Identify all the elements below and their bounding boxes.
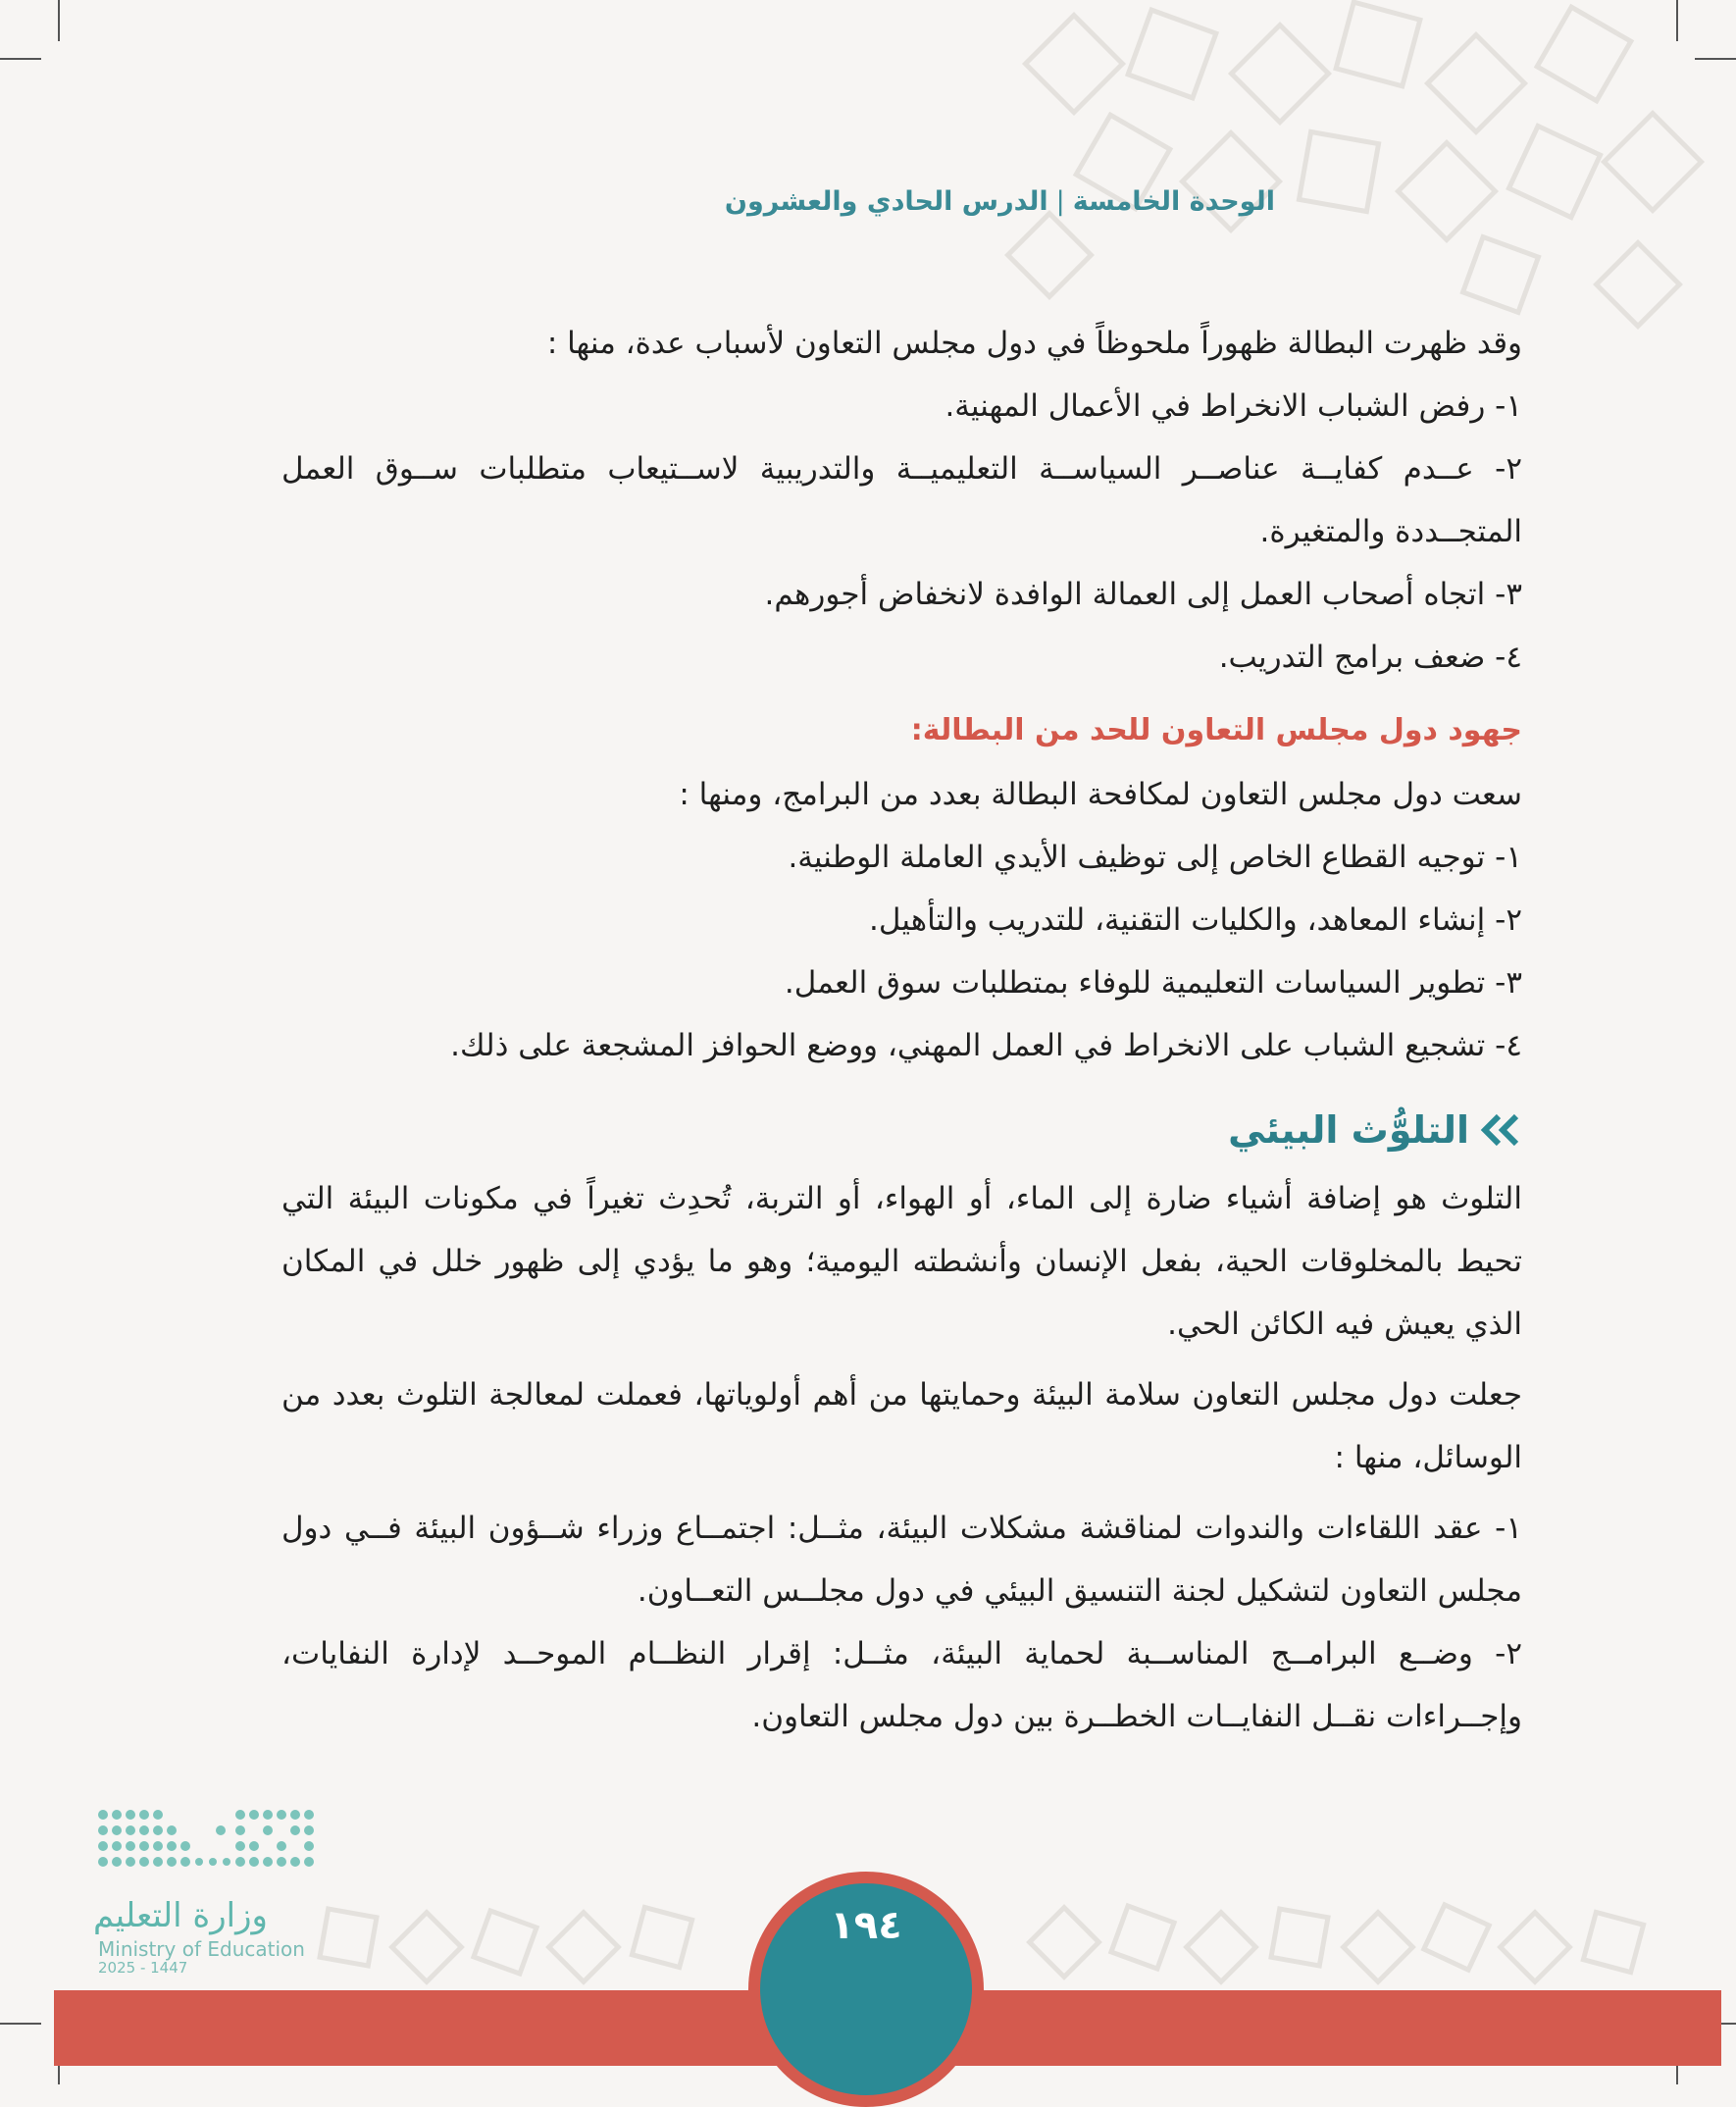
efforts-intro: سعت دول مجلس التعاون لمكافحة البطالة بعدد من البرامج، ومنها : (679, 777, 1522, 812)
pollution-heading-text: التلوُّث البيئي (1228, 1108, 1469, 1152)
logo-year-text: 2025 - 1447 (98, 1959, 188, 1977)
main-content (281, 312, 1522, 1748)
page-number: ١٩٤ (830, 1903, 902, 1948)
logo-english-text: Ministry of Education (98, 1937, 305, 1961)
header-separator: | (1055, 186, 1065, 217)
cause-item: ٤- ضعف برامج التدريب. (1218, 640, 1522, 675)
cause-item: ٣- اتجاه أصحاب العمل إلى العمالة الوافدة لانخفاض أجورهم. (764, 577, 1522, 612)
header-lesson: الدرس الحادي والعشرون (724, 186, 1048, 217)
effort-item: ٤- تشجيع الشباب على الانخراط في العمل المهني، ووضع الحوافز المشجعة على ذلك. (450, 1028, 1522, 1063)
pollution-means-item: ٢- وضــع البرامــج المناســبة لحماية البيئة، مثــل: إقرار النظــام الموحــد لإدارة النفايات، وإجــراءات نقــل النفايــات الخطــرة بين دول مجلس التعاون. (281, 1636, 1522, 1734)
effort-item: ٢- إنشاء المعاهد، والكليات التقنية، للتدريب والتأهيل. (869, 902, 1522, 938)
efforts-heading: جهود دول مجلس التعاون للحد من البطالة: (910, 713, 1522, 747)
unemployment-intro: وقد ظهرت البطالة ظهوراً ملحوظاً في دول مجلس التعاون لأسباب عدة، منها : (546, 326, 1522, 361)
pollution-definition: التلوث هو إضافة أشياء ضارة إلى الماء، أو الهواء، أو التربة، تُحدِث تغيراً في مكونات البيئة التي تحيط بالمخلوقات الحية، بفعل الإنسان وأنشطته اليومية؛ وهو ما يؤدي إلى ظهور خلل في المكان الذي يعيش فيه الكائن الحي. (281, 1181, 1522, 1342)
logo-arabic-text: وزارة التعليم (93, 1896, 268, 1935)
ministry-logo-icon (93, 1805, 319, 1893)
cause-item: ٢- عــدم كفايــة عناصــر السياســة التعليميــة والتدريبية لاســتيعاب متطلبات ســوق العمل المتجــددة والمتغيرة. (281, 451, 1522, 549)
page-header (725, 186, 1275, 217)
pollution-means-item: ١- عقد اللقاءات والندوات لمناقشة مشكلات البيئة، مثــل: اجتمــاع وزراء شــؤون البيئة فــي دول مجلس التعاون لتشكيل لجنة التنسيق البيئي في دول مجلــس التعــاون. (281, 1511, 1522, 1609)
pollution-intro: جعلت دول مجلس التعاون سلامة البيئة وحمايتها من أهم أولوياتها، فعملت لمعالجة التلوث بعدد من الوسائل، منها : (281, 1377, 1522, 1475)
effort-item: ٣- تطوير السياسات التعليمية للوفاء بمتطلبات سوق العمل. (784, 965, 1522, 1001)
header-unit: الوحدة الخامسة (1072, 186, 1275, 217)
cause-item: ١- رفض الشباب الانخراط في الأعمال المهنية. (945, 388, 1522, 424)
pollution-heading (281, 1093, 1522, 1167)
effort-item: ١- توجيه القطاع الخاص إلى توظيف الأيدي العاملة الوطنية. (788, 840, 1522, 875)
double-chevron-icon (1479, 1113, 1522, 1147)
